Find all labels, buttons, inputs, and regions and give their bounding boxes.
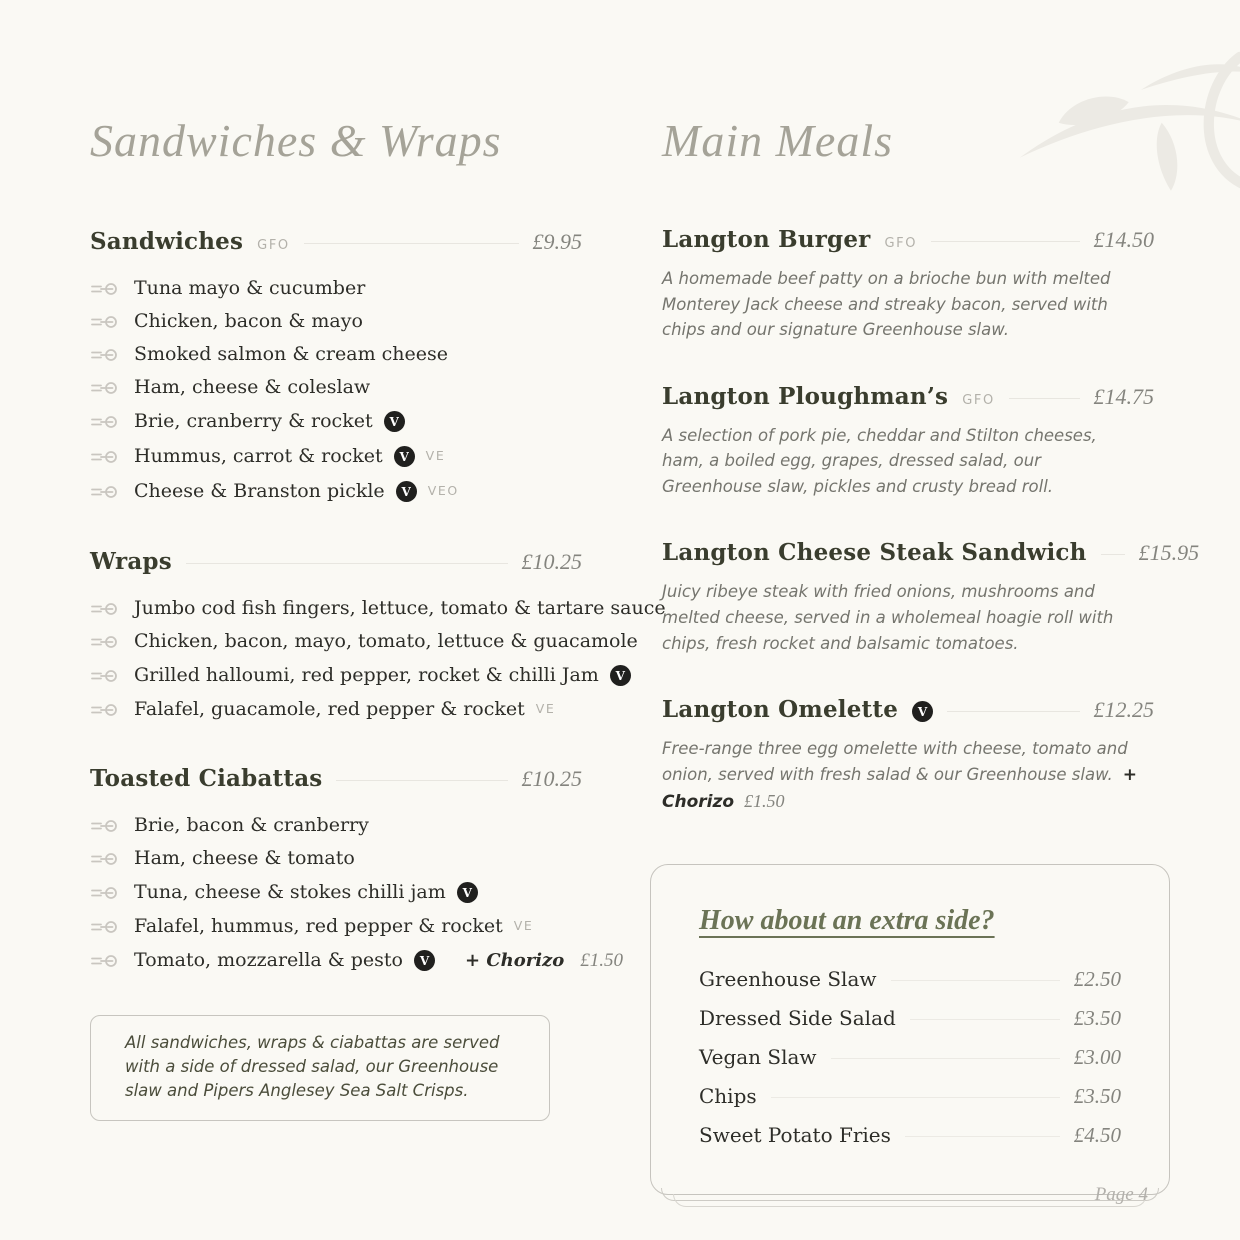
serving-note-box bbox=[90, 1015, 550, 1121]
diet-tag-gfo: GFO bbox=[884, 236, 918, 251]
section-header bbox=[90, 548, 582, 575]
vegetarian-badge: V bbox=[396, 481, 417, 502]
vegetarian-badge: V bbox=[912, 701, 933, 722]
menu-item bbox=[90, 882, 582, 903]
menu-item bbox=[90, 664, 625, 686]
section-title: Sandwiches bbox=[90, 228, 244, 255]
dish-price: £14.50 bbox=[1093, 227, 1154, 252]
dish-langton-omelette bbox=[662, 696, 1154, 816]
fork-bullet-icon bbox=[90, 485, 120, 499]
fork-bullet-icon bbox=[90, 669, 120, 683]
extra-sides-card bbox=[650, 864, 1170, 1195]
dish-langton-cheese-steak-sandwich bbox=[662, 539, 1200, 656]
leader-rule bbox=[947, 711, 1079, 712]
menu-item bbox=[90, 917, 582, 936]
fork-bullet-icon bbox=[90, 450, 120, 464]
menu-item bbox=[90, 279, 582, 298]
addon-label: + Chorizo bbox=[662, 764, 1138, 812]
menu-item-label: Chicken, bacon & mayo bbox=[134, 310, 363, 332]
fork-bullet-icon bbox=[90, 602, 120, 616]
side-price: £2.50 bbox=[1073, 966, 1121, 991]
dish-price: £15.95 bbox=[1138, 540, 1200, 566]
fork-bullet-icon bbox=[90, 381, 120, 395]
menu-item bbox=[90, 630, 638, 652]
dish-langton-burger bbox=[662, 226, 1154, 343]
diet-tag-ve: VE bbox=[425, 448, 446, 464]
dish-title: Langton Burger bbox=[662, 226, 871, 253]
section-price: £9.95 bbox=[532, 229, 582, 254]
leader-rule bbox=[905, 1136, 1060, 1137]
menu-item-label: Brie, bacon & cranberry bbox=[134, 814, 369, 836]
menu-item-label: Grilled halloumi, red pepper, rocket & chilli Jam bbox=[134, 664, 599, 686]
vegetarian-badge: V bbox=[414, 950, 435, 971]
menu-item-label: Tuna mayo & cucumber bbox=[134, 277, 366, 299]
side-row bbox=[699, 1084, 1121, 1109]
left-column-heading: Sandwiches & Wraps bbox=[90, 115, 502, 166]
side-name: Vegan Slaw bbox=[699, 1044, 817, 1069]
fork-bullet-icon bbox=[90, 920, 120, 934]
side-row bbox=[699, 1006, 1121, 1031]
left-column bbox=[90, 115, 666, 1121]
leader-rule bbox=[1009, 398, 1080, 399]
right-column bbox=[662, 115, 1200, 1195]
leader-rule bbox=[771, 1097, 1060, 1098]
section-title: Wraps bbox=[90, 548, 172, 575]
menu-item-label: Jumbo cod fish fingers, lettuce, tomato & tartare sauce bbox=[134, 597, 666, 619]
section-price: £10.25 bbox=[521, 766, 582, 791]
menu-item bbox=[90, 481, 582, 502]
leader-rule bbox=[931, 241, 1079, 242]
diet-tag-gfo: GFO bbox=[962, 392, 995, 408]
menu-item-label: Tomato, mozzarella & pesto bbox=[134, 949, 403, 971]
leader-rule bbox=[891, 980, 1060, 981]
menu-item-label: Smoked salmon & cream cheese bbox=[134, 343, 448, 365]
section-header bbox=[90, 228, 582, 255]
menu-item bbox=[90, 597, 666, 619]
dish-langton-ploughmans bbox=[662, 383, 1154, 500]
fork-bullet-icon bbox=[90, 415, 120, 429]
section-toasted-ciabattas bbox=[90, 765, 624, 971]
leader-rule bbox=[186, 563, 508, 564]
side-price: £4.50 bbox=[1073, 1122, 1121, 1147]
fork-bullet-icon bbox=[90, 315, 120, 329]
dish-description-text: Free-range three egg omelette with cheese, tomato and onion, served with fresh salad & our Greenhouse slaw. bbox=[662, 739, 1128, 784]
section-price: £10.25 bbox=[521, 549, 582, 574]
fork-bullet-icon bbox=[90, 703, 120, 717]
vegetarian-badge: V bbox=[394, 446, 415, 467]
diet-tag-veo: VEO bbox=[427, 483, 459, 499]
menu-item bbox=[90, 446, 582, 467]
section-sandwiches bbox=[90, 228, 582, 502]
dish-title: Langton Omelette bbox=[662, 696, 899, 724]
side-name: Dressed Side Salad bbox=[699, 1005, 896, 1030]
dish-title: Langton Cheese Steak Sandwich bbox=[662, 539, 1087, 567]
leader-rule bbox=[304, 243, 519, 244]
dish-header bbox=[662, 226, 1154, 253]
dish-header bbox=[662, 539, 1200, 567]
menu-item bbox=[90, 345, 582, 364]
section-title: Toasted Ciabattas bbox=[90, 765, 323, 792]
dish-price: £12.25 bbox=[1093, 697, 1154, 723]
menu-item-label: Ham, cheese & coleslaw bbox=[134, 376, 371, 398]
menu-item bbox=[90, 949, 624, 971]
vegetarian-badge: V bbox=[384, 411, 405, 432]
side-row bbox=[699, 1123, 1121, 1148]
diet-tag-ve: VE bbox=[513, 918, 534, 934]
dish-description: A selection of pork pie, cheddar and Stilton cheeses, ham, a boiled egg, grapes, dressed salad, our Greenhouse slaw, pickles and crusty bread roll. bbox=[662, 425, 1097, 496]
fork-bullet-icon bbox=[90, 348, 120, 362]
menu-item-label: Falafel, guacamole, red pepper & rocket bbox=[134, 698, 525, 720]
menu-item bbox=[90, 849, 582, 868]
menu-item-label: Cheese & Branston pickle bbox=[134, 480, 385, 502]
sides-card-title: How about an extra side? bbox=[699, 904, 995, 936]
dish-header bbox=[662, 383, 1154, 410]
leader-rule bbox=[910, 1019, 1060, 1020]
menu-item-label: Falafel, hummus, red pepper & rocket bbox=[134, 915, 503, 937]
leader-rule bbox=[1101, 554, 1125, 555]
addon-price: £1.50 bbox=[580, 950, 624, 971]
menu-item bbox=[90, 816, 582, 835]
menu-item bbox=[90, 312, 582, 331]
menu-item-label: Hummus, carrot & rocket bbox=[134, 445, 383, 467]
right-column-heading: Main Meals bbox=[662, 115, 894, 166]
addon-label: + Chorizo bbox=[464, 949, 565, 971]
side-name: Chips bbox=[699, 1083, 757, 1108]
menu-item-label: Brie, cranberry & rocket bbox=[134, 410, 373, 432]
side-price: £3.00 bbox=[1073, 1044, 1121, 1069]
serving-note-text: All sandwiches, wraps & ciabattas are served with a side of dressed salad, our Greenhouse slaw and Pipers Anglesey Sea Salt Crisps. bbox=[125, 1033, 500, 1100]
vegetarian-badge: V bbox=[610, 665, 631, 686]
fork-bullet-icon bbox=[90, 819, 120, 833]
side-row bbox=[699, 967, 1121, 992]
diet-tag-ve: VE bbox=[535, 701, 556, 717]
menu-item bbox=[90, 378, 582, 397]
leader-rule bbox=[831, 1058, 1060, 1059]
side-row bbox=[699, 1045, 1121, 1070]
dish-description bbox=[662, 736, 1140, 816]
side-price: £3.50 bbox=[1073, 1083, 1121, 1108]
menu-item-label: Tuna, cheese & stokes chilli jam bbox=[134, 881, 446, 903]
section-header bbox=[90, 765, 582, 792]
addon-price: £1.50 bbox=[744, 790, 785, 811]
section-wraps bbox=[90, 548, 666, 720]
side-price: £3.50 bbox=[1073, 1005, 1121, 1030]
fork-bullet-icon bbox=[90, 954, 120, 968]
dish-price: £14.75 bbox=[1093, 383, 1154, 409]
fork-bullet-icon bbox=[90, 886, 120, 900]
dish-header bbox=[662, 696, 1154, 723]
fork-bullet-icon bbox=[90, 852, 120, 866]
menu-item bbox=[90, 700, 582, 719]
page-number: Page 4 bbox=[1094, 1184, 1148, 1205]
menu-item-label: Ham, cheese & tomato bbox=[134, 847, 355, 869]
side-name: Sweet Potato Fries bbox=[699, 1122, 891, 1147]
menu-item bbox=[90, 411, 582, 432]
dish-description: A homemade beef patty on a brioche bun with melted Monterey Jack cheese and streaky bacon, served with chips and our signature Greenhouse slaw. bbox=[662, 269, 1111, 340]
dish-description: Juicy ribeye steak with fried onions, mushrooms and melted cheese, served in a wholemeal hoagie roll with chips, fresh rocket and balsamic tomatoes. bbox=[662, 582, 1114, 653]
side-name: Greenhouse Slaw bbox=[699, 966, 877, 991]
leader-rule bbox=[336, 780, 507, 781]
menu-item-label: Chicken, bacon, mayo, tomato, lettuce & guacamole bbox=[134, 630, 638, 652]
diet-tag-gfo: GFO bbox=[257, 238, 290, 253]
fork-bullet-icon bbox=[90, 282, 120, 296]
fork-bullet-icon bbox=[90, 635, 120, 649]
dish-title: Langton Ploughman’s bbox=[662, 382, 949, 410]
vegetarian-badge: V bbox=[457, 882, 478, 903]
